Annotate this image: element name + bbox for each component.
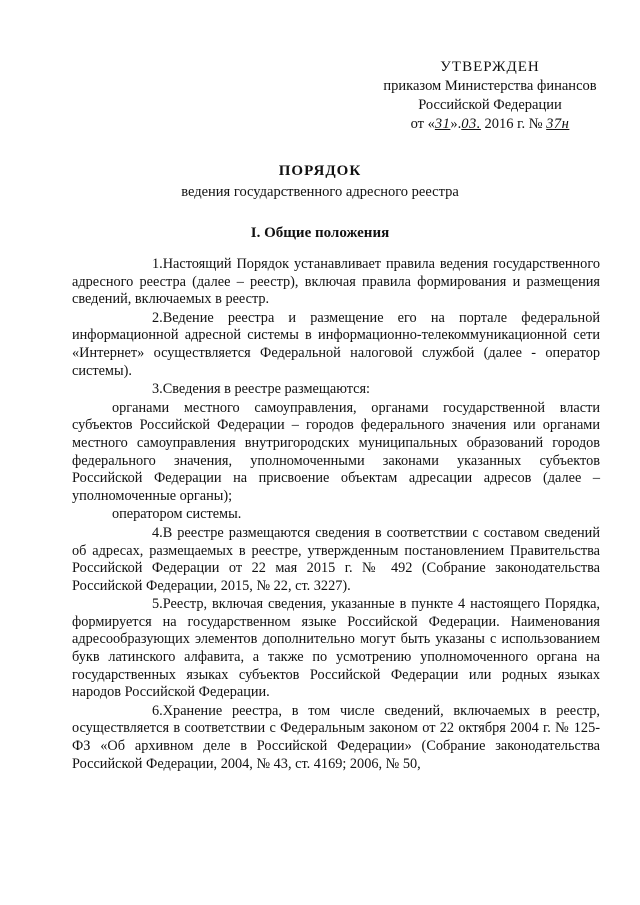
date-prefix: от « [410,116,435,132]
paragraph-3-item-1 [72,400,600,506]
paragraph-text: Реестр, включая сведения, указанные в пункте 4 настоящего Порядка, формируется на государственном языке Российской Федерации. Наименования адресообразующих элементов дополнительно могут быть указаны с использованием букв латинского алфавита, а также по усмотрению уполномоченного органа на государственных языках субъектов Российской Федерации или родных языках народов Российской Федерации. [72,596,600,701]
approval-stamp [360,58,620,134]
paragraph-number: 6. [152,702,163,719]
paragraph-text: органами местного самоуправления, органами государственной власти субъектов Российской Федерации – городов федерального значения или органами местного самоуправления внутригородских муниципальных образований городов федерального значения, уполномоченными законами указанных субъектов Российской Федерации на присвоение объектам адресации адресов (далее – уполномоченные органы); [72,399,600,504]
approval-date-line [360,115,620,134]
document-body [72,256,600,773]
approval-issuer-line: приказом Министерства финансов [383,78,597,94]
approval-country-line: Российской Федерации [418,97,562,113]
section-heading: I. Общие положения [250,225,390,241]
paragraph-text: В реестре размещаются сведения в соответствии с составом сведений об адресах, размещаемых в реестре, утвержденным постановлением Правительства Российской Федерации от 22 мая 2015 г. № 492 (Собрание законодательства Российской Федерации, 2015, № 22, ст. 3227). [72,524,600,594]
document-subtitle: ведения государственного адресного реестра [181,184,459,200]
paragraph-text: Хранение реестра, в том числе сведений, включаемых в реестр, осуществляется в соответствии с Федеральным законом от 22 октября 2004 г. № 125-ФЗ «Об архивном деле в Российской Федерации» (Собрание законодательства Российской Федерации, 2004, № 43, ст. 4169; 2006, № 50, [72,702,600,772]
paragraph-number: 1. [152,256,163,272]
date-day: 31 [434,116,451,132]
date-year: 2016 г. № [480,116,547,132]
paragraph-4 [72,525,600,595]
paragraph-number: 5. [152,596,163,613]
paragraph-2 [72,310,600,380]
paragraph-number: 2. [152,309,163,326]
order-number: 37н [546,116,570,132]
paragraph-6 [72,703,600,773]
paragraph-1 [72,256,600,309]
paragraph-text: Ведение реестра и размещение его на портале федеральной информационной адресной системы в информационно-телекоммуникационной сети «Интернет» осуществляется Федеральной налоговой службой (далее - оператор системы). [72,309,600,379]
paragraph-3-item-2 [72,506,600,524]
paragraph-number: 4. [152,524,163,541]
paragraph-text: Сведения в реестре размещаются: [162,381,371,398]
document-title: ПОРЯДОК [278,163,362,179]
approval-heading: УТВЕРЖДЕН [440,59,540,75]
paragraph-text: Настоящий Порядок устанавливает правила ведения государственного адресного реестра (далее – реестр), включая правила формирования и размещения сведений, включаемых в реестр. [72,256,600,308]
date-separator: ». [450,116,462,132]
paragraph-5 [72,596,600,702]
paragraph-number: 3. [152,381,163,398]
paragraph-text: оператором системы. [112,506,242,523]
date-month: 03. [461,116,481,132]
paragraph-3 [72,381,600,399]
